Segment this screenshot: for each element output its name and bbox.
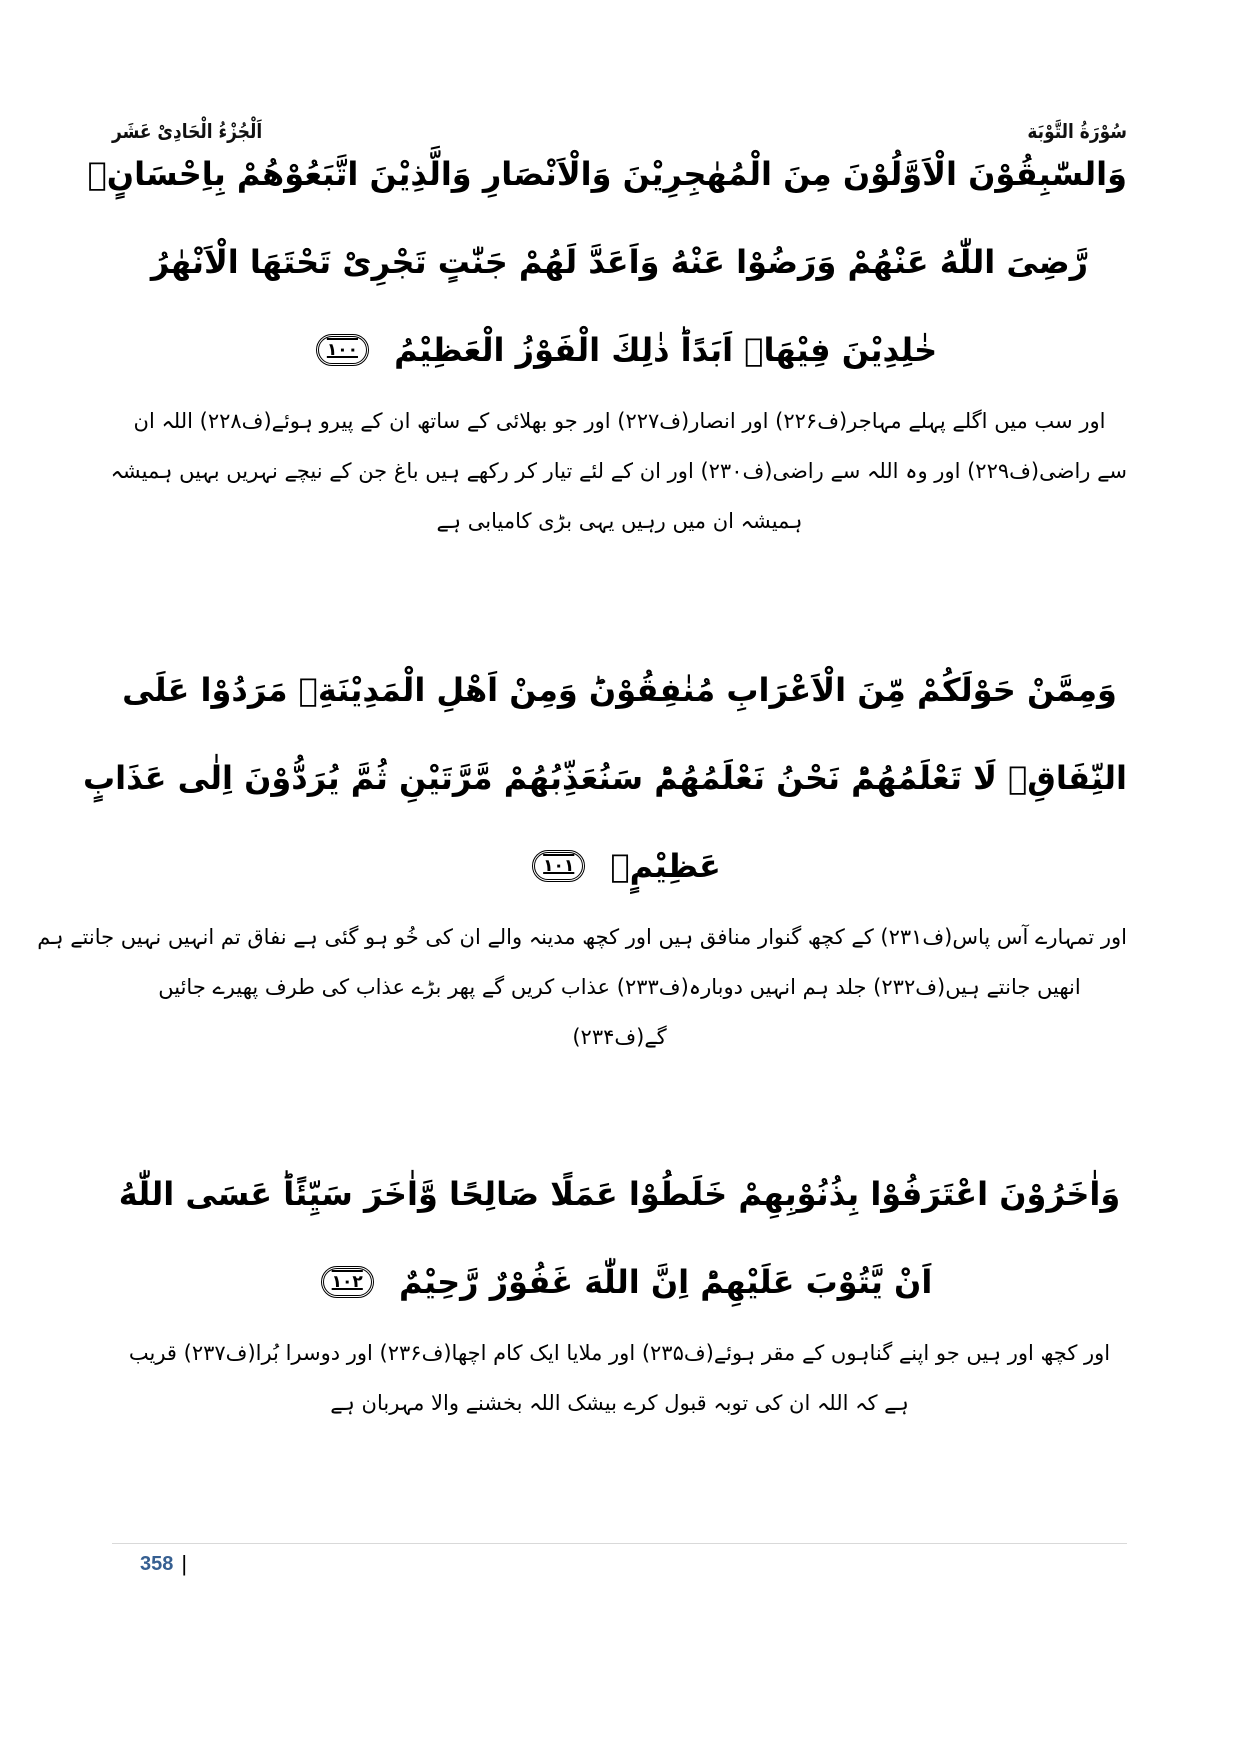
urdu-translation-line: اور کچھ اور ہیں جو اپنے گناہوں کے مقر ہوئے(ف۲۳۵) اور ملایا ایک کام اچھا(ف۲۳۶) اور دوسرا بُرا(ف۲۳۷) قریب bbox=[128, 1341, 1111, 1365]
verse-102-number-medallion: ۱۰۲ bbox=[321, 1266, 374, 1298]
verse-101-urdu-translation bbox=[37, 912, 1127, 1062]
verse-100-urdu-translation bbox=[112, 396, 1127, 546]
verse-102-line-2-text: اَنْ یَّتُوْبَ عَلَیْهِمْؕ اِنَّ اللّٰهَ غَفُوْرٌ رَّحِیْمٌ bbox=[398, 1263, 933, 1301]
page-header bbox=[112, 0, 1127, 144]
page-number-divider: | bbox=[181, 1551, 188, 1576]
section-spacer bbox=[112, 1062, 1127, 1142]
verse-102-line-1: وَاٰخَرُوْنَ اعْتَرَفُوْا بِذُنُوْبِهِمْ خَلَطُوْا عَمَلًا صَالِحًا وَّاٰخَرَ سَیِّئًاؕ عَسَی اللّٰهُ bbox=[118, 1175, 1121, 1213]
verse-100-line-3 bbox=[112, 306, 1127, 394]
verse-100-line-1: وَالسّٰبِقُوْنَ الْاَوَّلُوْنَ مِنَ الْمُهٰجِرِیْنَ وَالْاَنْصَارِ وَالَّذِیْنَ اتَّبَعُوْهُمْ بِاِحْسَانٍۙ bbox=[87, 155, 1127, 193]
section-spacer bbox=[112, 546, 1127, 638]
verse-100-line-2: رَّضِیَ اللّٰهُ عَنْهُمْ وَرَضُوْا عَنْهُ وَاَعَدَّ لَهُمْ جَنّٰتٍ تَجْرِیْ تَحْتَهَا الْاَنْهٰرُ bbox=[150, 243, 1089, 281]
verse-100-line-3-text: خٰلِدِیْنَ فِیْهَاۤ اَبَدًاؕ ذٰلِكَ الْفَوْزُ الْعَظِیْمُ bbox=[394, 331, 938, 369]
verse-101-number-medallion: ۱۰۱ bbox=[532, 850, 585, 882]
urdu-translation-line: سے راضی(ف۲۲۹) اور وہ اللہ سے راضی(ف۲۳۰) اور ان کے لئے تیار کر رکھے ہیں باغ جن کے نیچے نہریں بہیں ہمیشہ bbox=[110, 459, 1127, 483]
urdu-translation-line: ہے کہ اللہ ان کی توبہ قبول کرے بیشک اللہ بخشنے والا مہربان ہے bbox=[330, 1391, 909, 1415]
urdu-translation-line: ہمیشہ ان میں رہیں یہی بڑی کامیابی ہے bbox=[436, 509, 803, 533]
verse-102-arabic-block bbox=[112, 1150, 1127, 1326]
verse-101-line-1: وَمِمَّنْ حَوْلَكُمْ مِّنَ الْاَعْرَابِ مُنٰفِقُوْنَؕ وَمِنْ اَهْلِ الْمَدِیْنَةِۛ مَرَدُوْا عَلَی bbox=[122, 671, 1117, 709]
urdu-translation-line: گے(ف۲۳۴) bbox=[572, 1025, 667, 1049]
verse-101-line-3 bbox=[112, 822, 1127, 910]
verse-100-number-medallion: ۱۰۰ bbox=[316, 334, 369, 366]
juz-title-calligraphy: اَلْجُزْءُ الْحَادِیْ عَشَر bbox=[112, 120, 263, 144]
verse-101-line-2: النِّفَاقِ۫ لَا تَعْلَمُهُمْؕ نَحْنُ نَعْلَمُهُمْؕ سَنُعَذِّبُهُمْ مَّرَّتَیْنِ ثُمَّ یُرَدُّوْنَ اِلٰی عَذَابٍ bbox=[82, 759, 1127, 797]
page-footer bbox=[140, 1551, 187, 1577]
verse-102-urdu-translation bbox=[112, 1328, 1127, 1428]
verse-102-line-2 bbox=[112, 1238, 1127, 1326]
verse-100-arabic-block bbox=[87, 130, 1127, 394]
verse-101-line-3-text: عَظِیْمٍۚ bbox=[610, 847, 721, 885]
urdu-translation-line: اور سب میں اگلے پہلے مہاجر(ف۲۲۶) اور انصار(ف۲۲۷) اور جو بھلائی کے ساتھ ان کے پیرو ہوئے(ف۲۲۸) اللہ ان bbox=[133, 409, 1106, 433]
verse-101-arabic-block bbox=[82, 646, 1127, 910]
footer-divider-rule bbox=[112, 1543, 1127, 1544]
urdu-translation-line: انھیں جانتے ہیں(ف۲۳۲) جلد ہم انہیں دوبارہ(ف۲۳۳) عذاب کریں گے پھر بڑے عذاب کی طرف پھیرے جائیں bbox=[158, 975, 1081, 999]
surah-title-calligraphy: سُوْرَةُ التَّوْبَة bbox=[1027, 120, 1127, 144]
page-number: 358 bbox=[140, 1552, 174, 1575]
urdu-translation-line: اور تمہارے آس پاس(ف۲۳۱) کے کچھ گنوار منافق ہیں اور کچھ مدینہ والے ان کی خُو ہو گئی ہے نفاق تم انہیں نہیں جانتے ہم bbox=[37, 925, 1127, 949]
